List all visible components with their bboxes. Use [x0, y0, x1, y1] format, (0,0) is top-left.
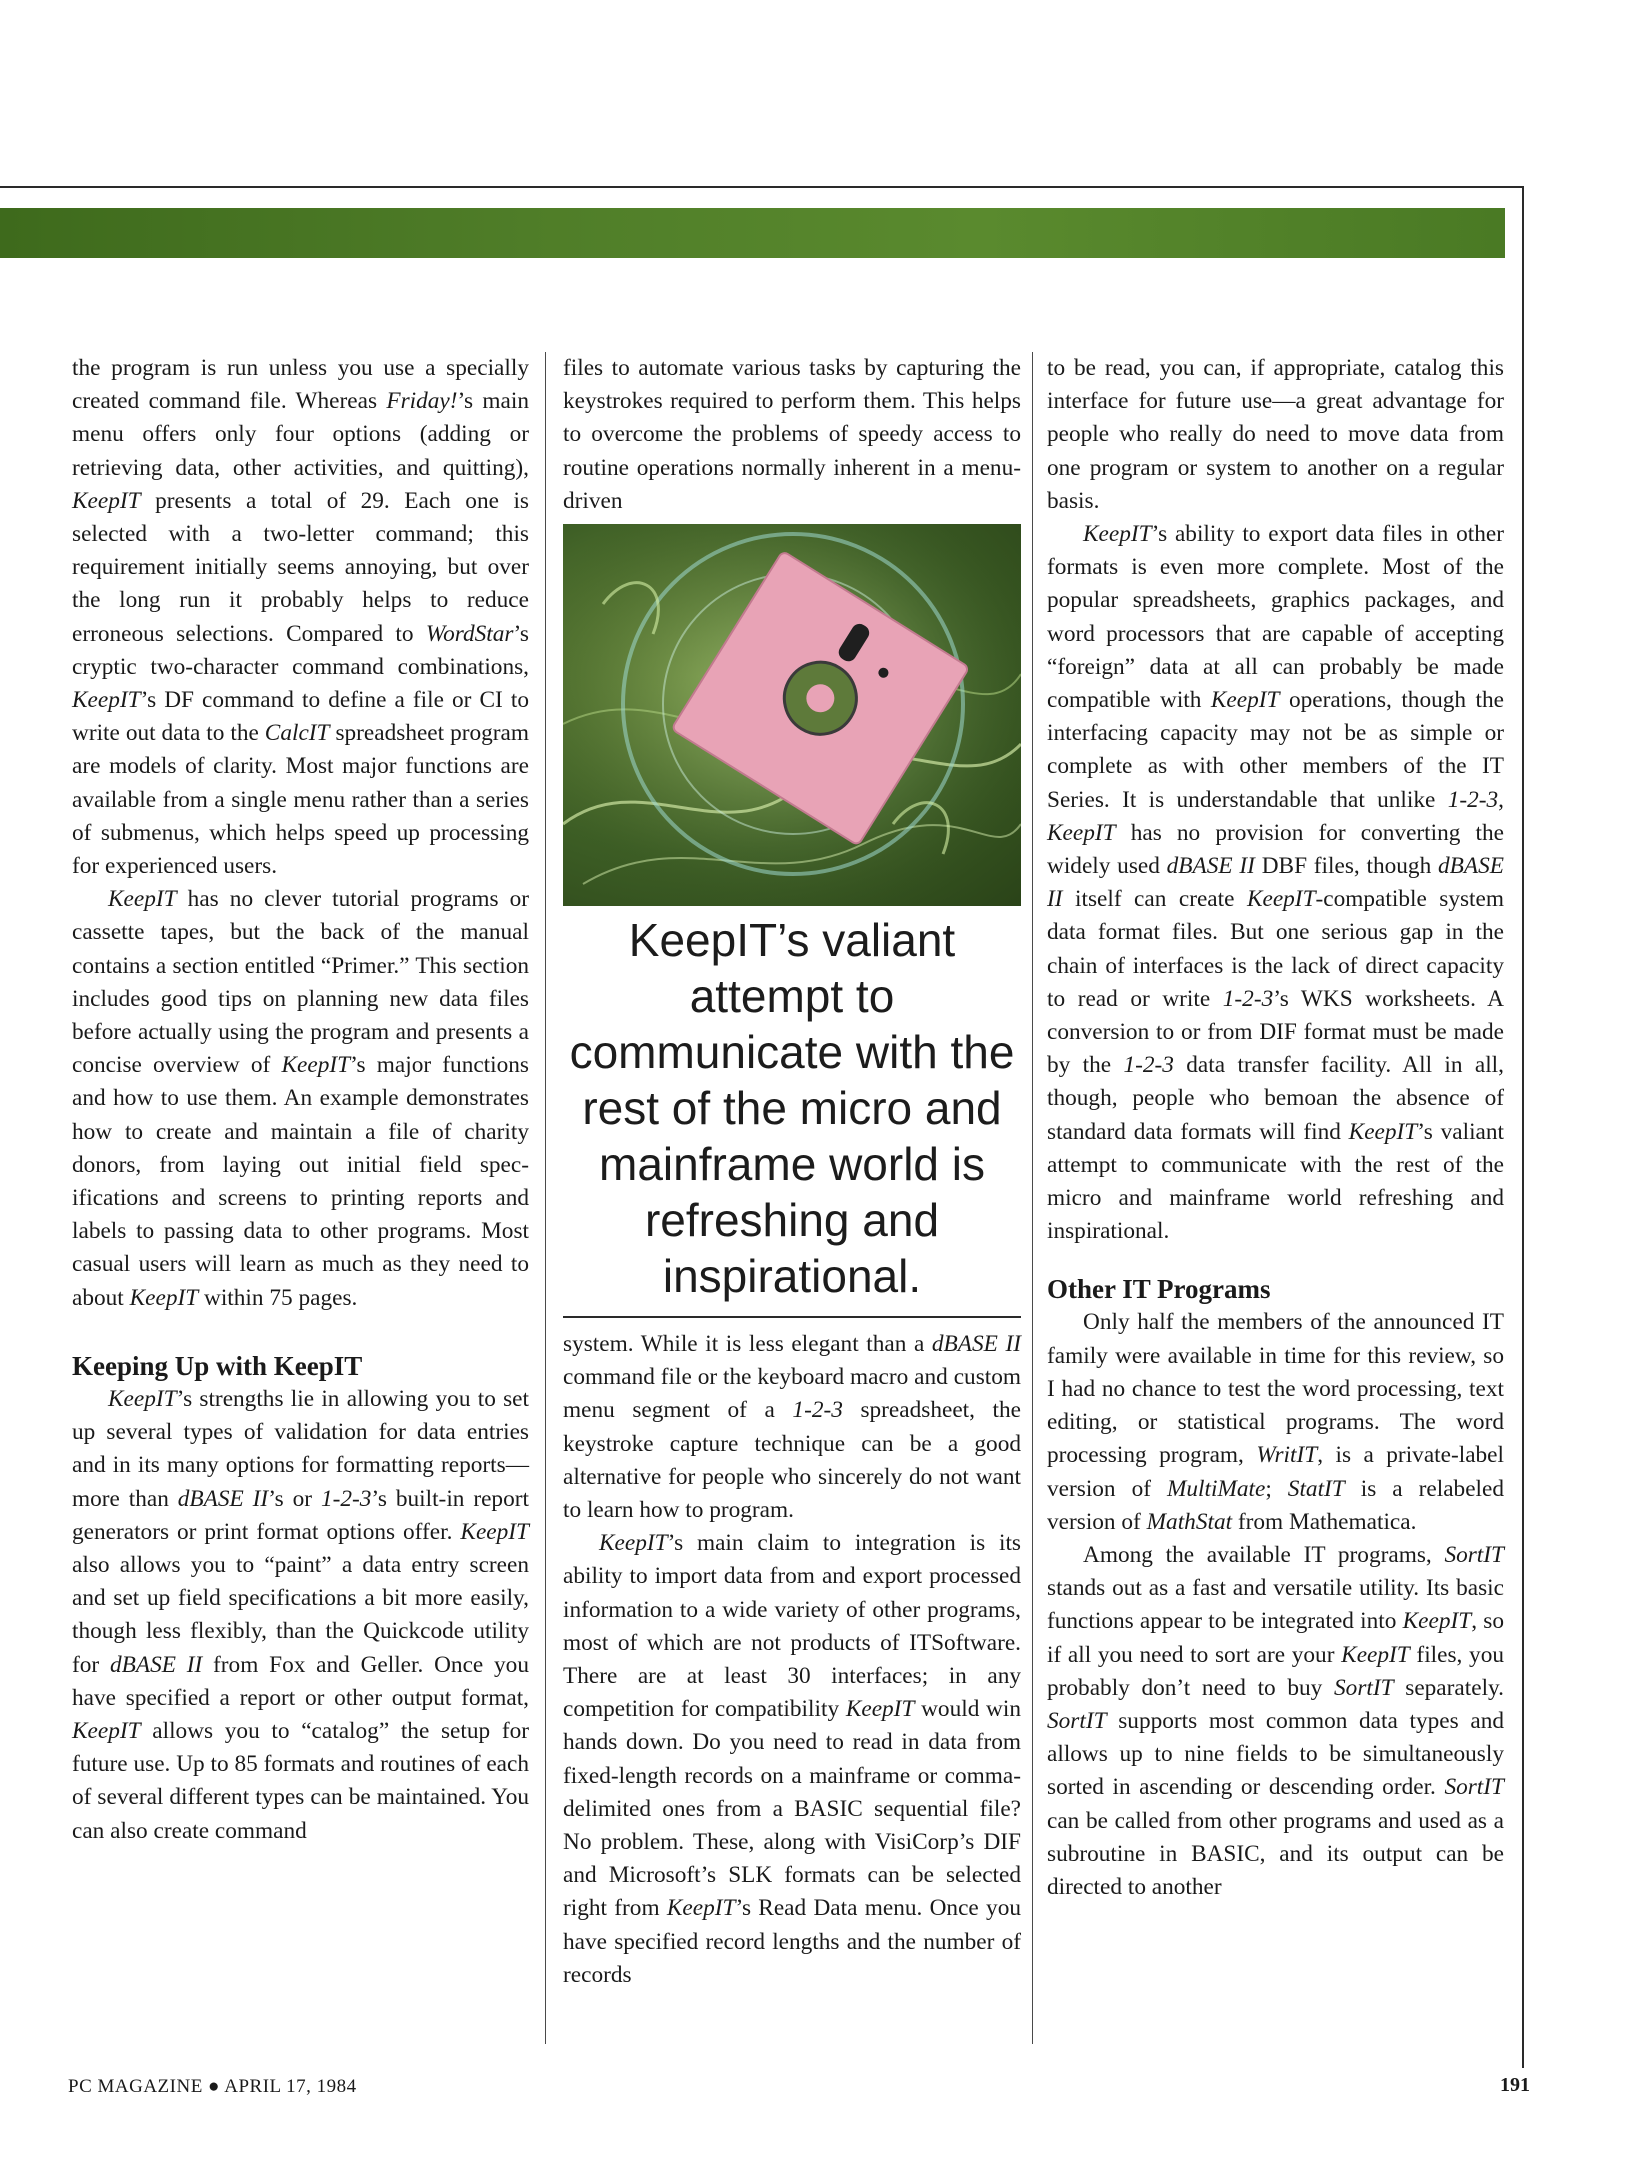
paragraph: KeepIT has no clever tutorial programs or cassette tapes, but the back of the manual contains a section entitled “Primer.” This section includes good tips on planning new data files before actually using the program and presents a concise overview of KeepIT’s major functions and how to use them. An example demonstrates how to create and maintain a file of charity donors, from laying out initial field specifications and screens to printing reports and labels to passing data to other programs. Most casual users will learn as much as they need to about KeepIT within 75 pages. — [72, 886, 529, 1311]
page-number: 191 — [1500, 2074, 1530, 2096]
footer-publication: PC MAGAZINE ● APRIL 17, 1984 — [68, 2076, 357, 2097]
paragraph: KeepIT’s main claim to integration is its ability to import data from and export processed information to a wide variety of other programs, most of which are not products of ITSoftware. There are at least 30 interfaces; in any competition for compatibility KeepIT would win hands down. Do you need to read in data from fixed-length records on a mainframe or comma-delimited ones from a BASIC sequential file? No problem. These, along with VisiCorp’s DIF and Microsoft’s SLK formats can be selected right from KeepIT’s Read Data menu. Once you have specified record lengths and the number of records — [563, 1530, 1022, 1988]
paragraph: to be read, you can, if appropriate, catalog this interface for future use—a great advantage for people who really do need to move data from one program or system to another on a regular basis. — [1047, 355, 1504, 514]
paragraph: system. While it is less elegant than a dBASE II command file or the keyboard macro and custom menu segment of a 1-2-3 spreadsheet, the keystroke capture technique can be a good alternative for people who sincerely do not want to learn how to program. — [563, 1331, 1021, 1524]
paragraph: Only half the members of the announced IT family were available in time for this review, so I had no chance to test the word processing, text editing, or statistical programs. The word processing program, WritIT, is a private-label version of MultiMate; StatIT is a relabeled version of MathStat from Mathematica. — [1047, 1309, 1504, 1535]
paragraph: files to automate various tasks by capturing the keystrokes required to perform them. This helps to overcome the problems of speedy access to routine operations normally inherent in a menu-driven — [563, 355, 1021, 514]
floppy-disk-illustration — [563, 524, 1021, 906]
section-heading: Keeping Up with KeepIT — [72, 1350, 363, 1381]
article-column-3 — [1047, 352, 1504, 1904]
paragraph: KeepIT’s ability to export data files in other formats is even more complete. Most of the popular spreadsheets, graphics packages, and word processors that are capable of accepting “foreign” data at all can probably be made compatible with KeepIT operations, though the interfacing capacity may not be as simple or complete as with other members of the IT Series. It is understandable that unlike 1-2-3, KeepIT has no provision for converting the widely used dBASE II DBF files, though dBASE II itself can create KeepIT-compatible system data format files. But one serious gap in the chain of interfaces is the lack of direct capacity to read or write 1-2-3’s WKS worksheets. A conversion to or from DIF format must be made by the 1-2-3 data transfer facility. All in all, though, people who bemoan the absence of standard data formats will find KeepIT’s valiant attempt to communicate with the rest of the micro and mainframe world refreshing and inspirational. — [1047, 521, 1505, 1245]
pull-quote: KeepIT’s valiant attempt to communicate with the rest of the micro and mainframe world is refreshing and inspirational. — [563, 912, 1021, 1318]
article-column-2 — [563, 352, 1021, 1992]
article-column-1 — [72, 352, 529, 1848]
paragraph: Among the available IT programs, SortIT stands out as a fast and versatile utility. Its basic functions appear to be integrated into KeepIT, so if all you need to sort are your KeepIT files, you probably don’t need to buy SortIT separately. SortIT supports most common data types and allows up to nine fields to be simultaneously sorted in ascending or descending order. SortIT can be called from other programs and used as a subroutine in BASIC, and its output can be directed to another — [1047, 1541, 1505, 1900]
column-rule-1 — [545, 352, 546, 2044]
paragraph: the program is run unless you use a specially created command file. Whereas Friday!’s main menu offers only four options (adding or retrieving data, other activities, and quitting), KeepIT presents a total of 29. Each one is selected with a two-letter command; this requirement initially seems annoying, but over the long run it probably helps to reduce erroneous selections. Compared to WordStar’s cryptic two-character command combinations, KeepIT’s DF command to define a file or CI to write out data to the CalcIT spreadsheet program are models of clarity. Most major functions are available from a single menu rather than a series of submenus, which helps speed up processing for experienced users. — [72, 355, 529, 880]
floppy-disk-photo — [563, 524, 1021, 906]
column-rule-2 — [1032, 352, 1033, 2044]
paragraph: KeepIT’s strengths lie in allowing you to set up several types of validation for data entries and in its many options for formatting reports—more than dBASE II’s or 1-2-3’s built-in report generators or print format options offer. KeepIT also allows you to “paint” a data entry screen and set up field specifications a bit more easily, though less flexibly, than the Quickcode utility for dBASE II from Fox and Geller. Once you have specified a report or other output format, KeepIT allows you to “catalog” the setup for future use. Up to 85 formats and routines of each of several different types can be maintained. You can also create command — [72, 1385, 529, 1844]
section-heading: Other IT Programs — [1047, 1274, 1271, 1305]
header-color-band — [0, 208, 1505, 258]
